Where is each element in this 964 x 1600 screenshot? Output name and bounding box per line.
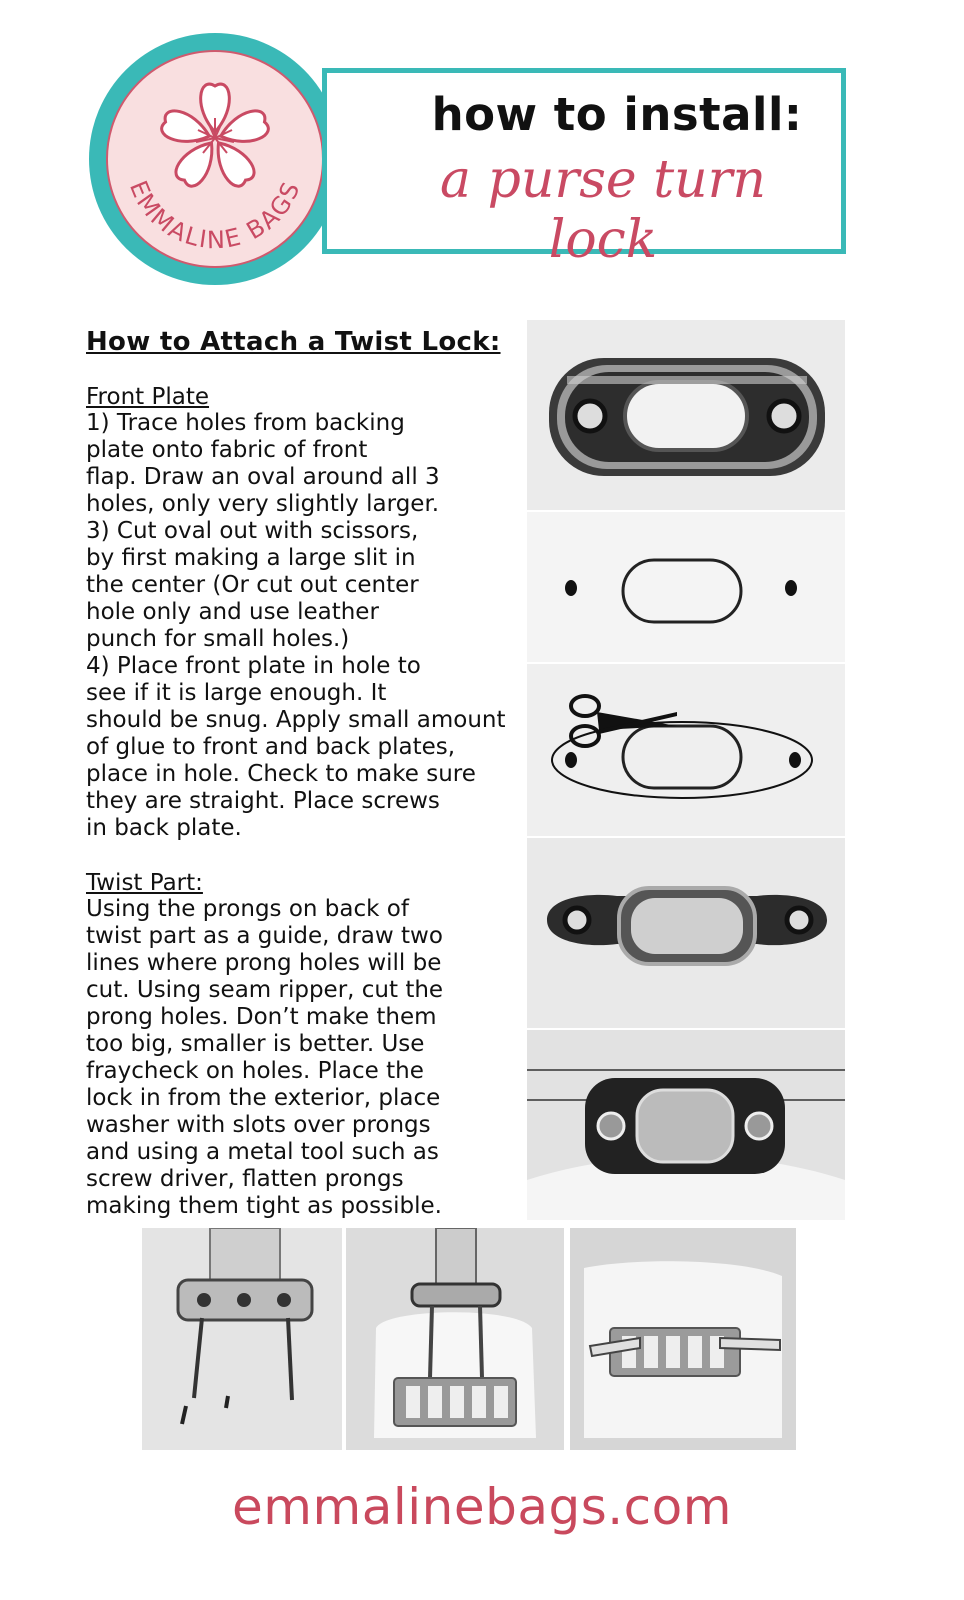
front-plate-title: Front Plate <box>86 384 210 410</box>
washer-over-prongs-photo <box>346 1228 564 1450</box>
twist-part-title: Twist Part: <box>86 870 203 896</box>
front-plate-installed-photo <box>527 838 845 1028</box>
emmaline-bags-logo <box>86 30 344 288</box>
logo-brand-text: EMMALINE BAGS <box>123 176 307 255</box>
traced-holes-photo <box>527 512 845 662</box>
back-plate-screws-photo <box>527 1030 845 1220</box>
website-url[interactable]: emmalinebags.com <box>232 1478 732 1536</box>
page-subtitle: a purse turn lock <box>440 150 766 270</box>
twist-part-steps: Using the prongs on back of twist part as a guide, draw two lines where prong holes will be cut. Using seam ripper, cut the prong holes. Don’t make them too big, smaller is better. Use fraycheck on holes. Place the lock in from the exterior, place washer with slots over prongs and using a metal tool such as screw driver, flatten prongs making them tight as possible. <box>86 896 444 1219</box>
prongs-marking-photo <box>142 1228 342 1450</box>
page-title: how to install: <box>431 88 803 141</box>
front-plate-photo <box>527 320 845 510</box>
instructions-heading: How to Attach a Twist Lock: <box>86 327 501 357</box>
flattened-prongs-photo <box>570 1228 796 1450</box>
front-plate-steps: 1) Trace holes from backing plate onto fabric of front flap. Draw an oval around all 3 holes, only very slightly larger. 3) Cut oval out with scissors, by first making a large slit in the center (Or cut out center hole only and use leather punch for small holes.) 4) Place front plate in hole to see if it is large enough. It should be snug. Apply small amount of glue to front and back plates, place in hole. Check to make sure they are straight. Place screws in back plate. <box>86 410 506 841</box>
cut-oval-photo <box>527 664 845 836</box>
